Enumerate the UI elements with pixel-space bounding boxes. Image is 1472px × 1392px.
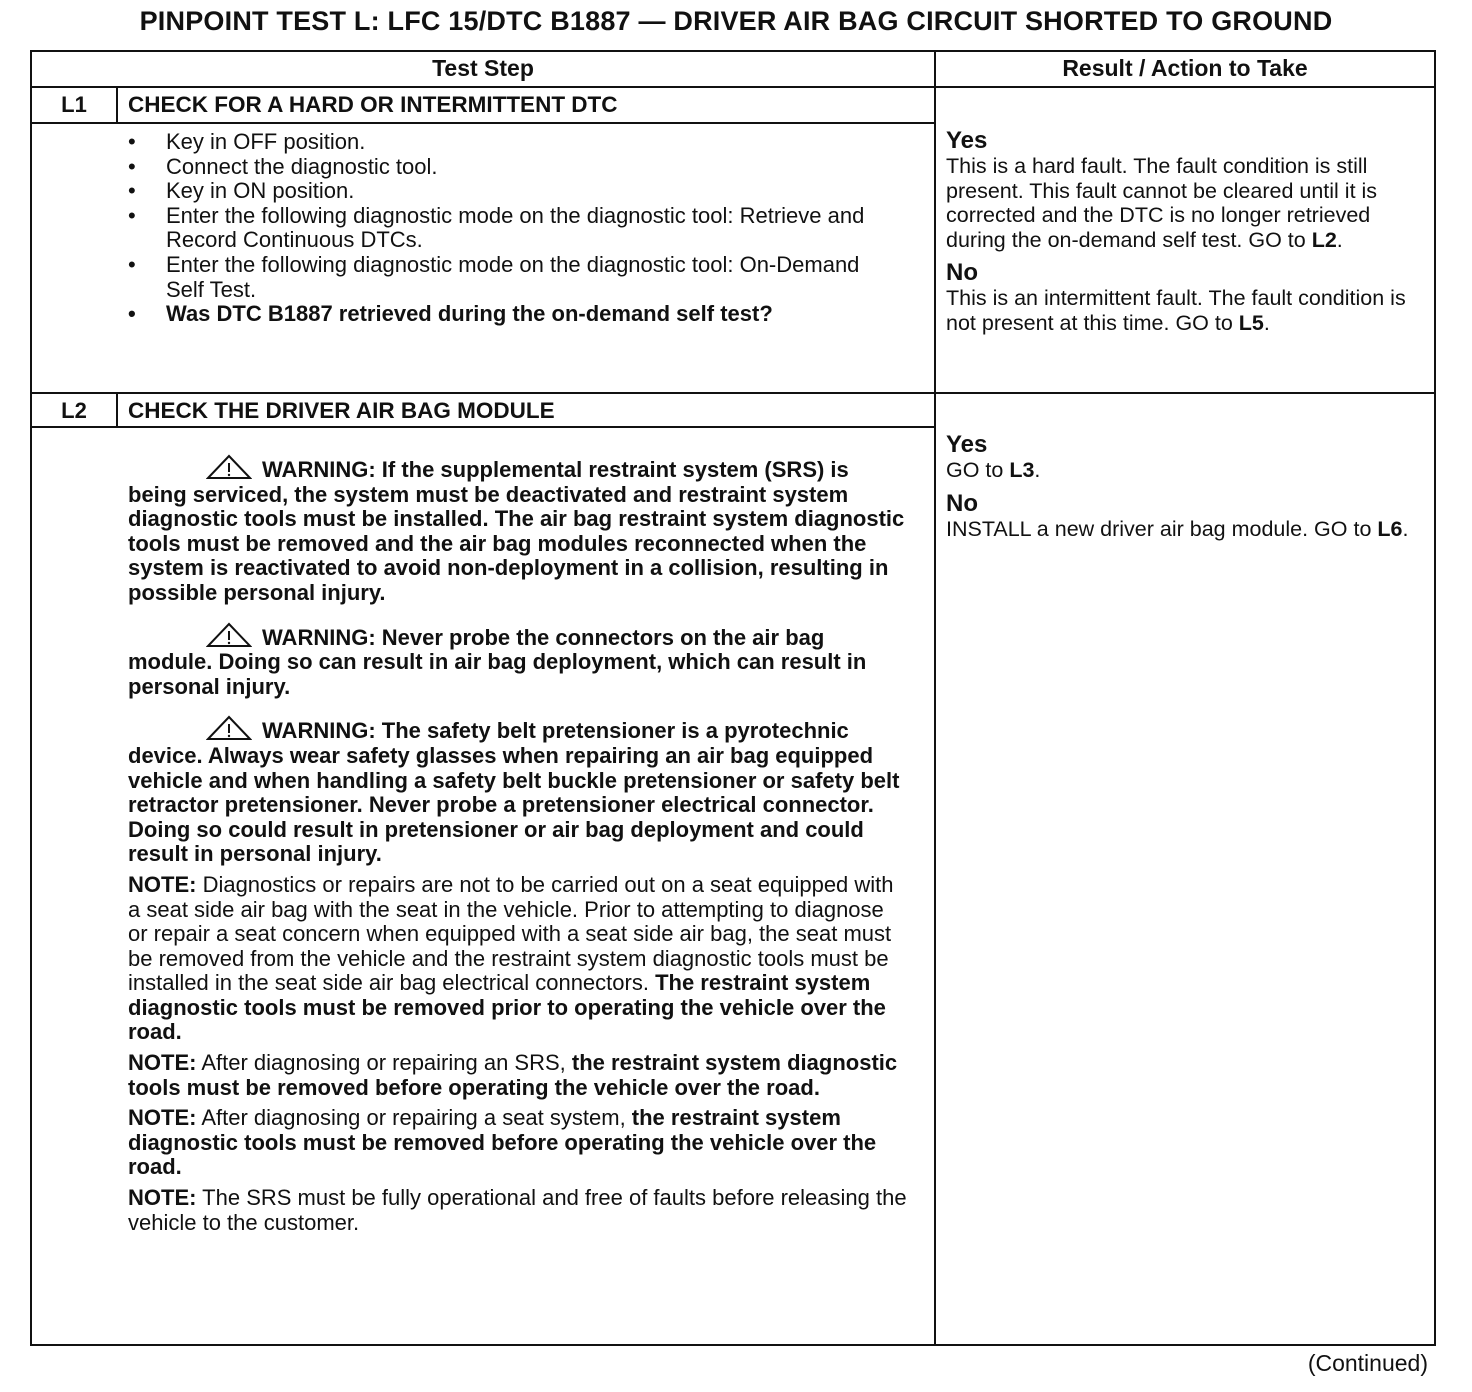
note-block <box>128 1106 908 1180</box>
instruction-item: • Enter the following diagnostic mode on the diagnostic tool: On-Demand Self Test. <box>118 253 898 302</box>
note-label: NOTE: <box>128 871 197 897</box>
note-emphasis: The restraint system diagnostic tools must be removed prior to operating the vehicle over the road. <box>128 970 886 1045</box>
step-id-l2: L2 <box>61 398 87 423</box>
note-text: After diagnosing or repairing an SRS, <box>196 1050 572 1076</box>
page-title: PINPOINT TEST L: LFC 15/DTC B1887 — DRIVER AIR BAG CIRCUIT SHORTED TO GROUND <box>139 6 1333 36</box>
instruction-item: • Enter the following diagnostic mode on the diagnostic tool: Retrieve and Record Continuous DTCs. <box>118 204 898 253</box>
note-text: The SRS must be fully operational and free of faults before releasing the vehicle to the customer. <box>128 1185 907 1235</box>
warning-block <box>128 715 908 867</box>
instruction-item: • Connect the diagnostic tool. <box>118 155 898 180</box>
warning-text: WARNING: Never probe the connectors on the air bag module. Doing so can result in air bag deployment, which can result in personal injury. <box>128 624 867 699</box>
step-title-l1: CHECK FOR A HARD OR INTERMITTENT DTC <box>128 92 618 117</box>
note-emphasis: the restraint system diagnostic tools must be removed before operating the vehicle over the road. <box>128 1105 877 1180</box>
instruction-question: • Was DTC B1887 retrieved during the on-demand self test? <box>118 302 898 327</box>
step-title-l2: CHECK THE DRIVER AIR BAG MODULE <box>128 398 555 423</box>
step-id-divider-l1 <box>116 88 118 124</box>
result-yes-label: Yes <box>946 127 988 154</box>
note-emphasis: the restraint system diagnostic tools must be removed before operating the vehicle over the road. <box>128 1050 898 1100</box>
header-result: Result / Action to Take <box>1062 55 1308 81</box>
instruction-item: • Key in OFF position. <box>118 130 898 155</box>
step-title-divider-l1 <box>32 122 934 124</box>
step-title-divider-l2 <box>32 426 934 428</box>
column-divider <box>934 52 936 1344</box>
result-yes-text: GO to <box>946 458 1010 482</box>
warning-block <box>128 622 908 700</box>
step-l2-result: Yes GO to L3. No INSTALL a new driver air bag module. GO to L6. <box>946 432 1428 541</box>
warning-triangle-icon <box>206 454 252 480</box>
header-test-step: Test Step <box>432 55 534 81</box>
note-label: NOTE: <box>128 1105 197 1131</box>
result-no-ref: L5 <box>1238 310 1264 335</box>
result-no-label: No <box>946 489 978 517</box>
warning-text: WARNING: The safety belt pretensioner is a pyrotechnic device. Always wear safety glasses when repairing an air bag equipped vehicle and when handling a safety belt buckle pretensioner or safety belt retractor pretensioner. Never probe a pretensioner electrical connector. Doing so could result in pretensioner or air bag deployment and could result in personal injury. <box>128 718 900 867</box>
note-text: After diagnosing or repairing a seat system, <box>196 1105 632 1131</box>
note-label: NOTE: <box>128 1050 197 1076</box>
step-l2-body <box>128 454 908 1241</box>
note-block <box>128 1186 908 1235</box>
step-l1-result: Yes This is a hard fault. The fault condition is still present. This fault cannot be cleared until it is corrected and the DTC is no longer retrieved during the on-demand self test. GO to L2. No This is an intermittent fault. The fault condition is not present at this time. GO to L5. <box>946 128 1428 335</box>
result-yes-label: Yes <box>946 431 988 458</box>
warning-block <box>128 454 908 606</box>
note-block <box>128 873 908 1045</box>
result-yes-ref: L3 <box>1009 458 1035 482</box>
pinpoint-test-table <box>30 50 1436 1346</box>
result-no-text: This is an intermittent fault. The fault condition is not present at this time. GO to <box>946 286 1406 335</box>
continued-label: (Continued) <box>1307 1350 1428 1376</box>
step-id-l1: L1 <box>61 92 87 117</box>
result-no-ref: L6 <box>1377 516 1403 541</box>
note-block <box>128 1051 908 1100</box>
instruction-item: • Key in ON position. <box>118 179 898 204</box>
result-no-label: No <box>946 259 978 286</box>
result-no-text: INSTALL a new driver air bag module. GO to <box>946 516 1378 541</box>
warning-text: WARNING: If the supplemental restraint system (SRS) is being serviced, the system must be deactivated and restraint system diagnostic tools must be installed. The air bag restraint system diagnostic tools must be removed and the air bag modules reconnected when the system is reactivated to avoid non-deployment in a collision, resulting in possible personal injury. <box>128 457 905 605</box>
step-l1-instructions <box>118 130 898 327</box>
step-id-divider-l2 <box>116 394 118 428</box>
note-text: Diagnostics or repairs are not to be carried out on a seat equipped with a seat side air bag with the seat in the vehicle. Prior to attempting to diagnose or repair a seat concern when equipped with a seat side air bag, the seat must be removed from the vehicle and the restraint system diagnostic tools must be installed in the seat side air bag electrical connectors. <box>128 871 894 996</box>
warning-triangle-icon <box>206 715 252 741</box>
warning-triangle-icon <box>206 622 252 648</box>
header-divider <box>32 86 1434 88</box>
result-yes-ref: L2 <box>1311 227 1337 252</box>
note-label: NOTE: <box>128 1185 197 1211</box>
step-separator <box>32 392 1434 394</box>
result-yes-text: This is a hard fault. The fault condition is still present. This fault cannot be cleared until it is corrected and the DTC is no longer retrieved during the on-demand self test. GO to <box>946 154 1378 252</box>
